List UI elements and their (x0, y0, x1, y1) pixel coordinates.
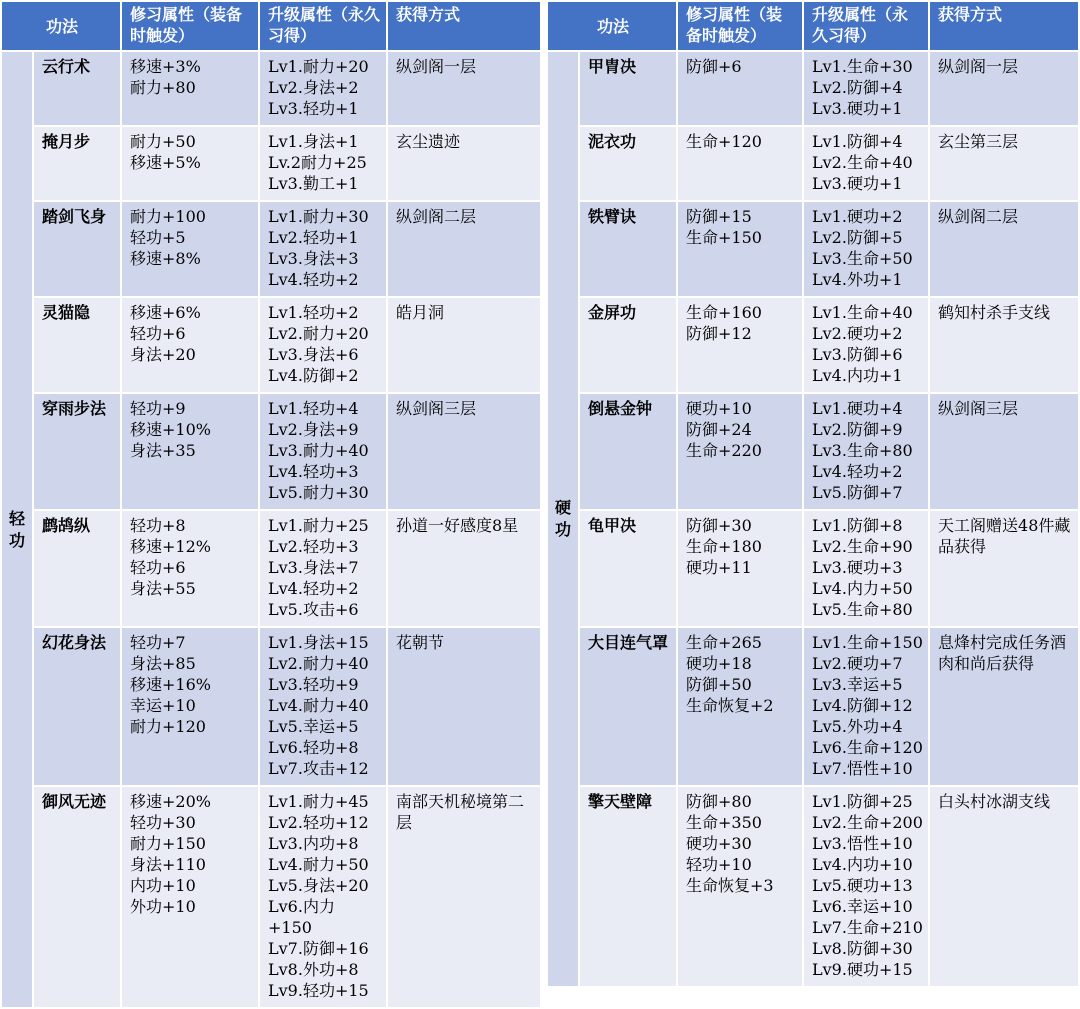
cell-source: 玄尘第三层 (930, 127, 1078, 200)
cell-source: 纵剑阁二层 (388, 202, 540, 296)
cell-name: 泥衣功 (580, 127, 676, 200)
cell-upgrade: Lv1.耐力+45 Lv2.轻功+12 Lv3.内功+8 Lv4.耐力+50 Lv5.身法+20 Lv6.内力 +150 Lv7.防御+16 Lv8.外功+8 Lv9.轻功+15 (260, 787, 386, 1007)
cell-name: 穿雨步法 (34, 394, 120, 509)
cell-name: 大目连气罩 (580, 628, 676, 785)
cell-source: 花朝节 (388, 628, 540, 785)
cell-source: 玄尘遗迹 (388, 127, 540, 200)
cell-equip: 防御+30 生命+180 硬功+11 (678, 511, 802, 626)
cell-equip: 移速+20% 轻功+30 耐力+150 身法+110 内功+10 外功+10 (122, 787, 258, 1007)
cell-source: 白头村冰湖支线 (930, 787, 1078, 986)
cell-name: 云行术 (34, 52, 120, 125)
table-row (2, 628, 540, 785)
table-row (2, 127, 540, 200)
table-row (548, 298, 1078, 392)
cell-upgrade: Lv1.身法+15 Lv2.耐力+40 Lv3.轻功+9 Lv4.耐力+40 Lv5.幸运+5 Lv6.轻功+8 Lv7.攻击+12 (260, 628, 386, 785)
cell-equip: 生命+120 (678, 127, 802, 200)
cell-upgrade: Lv1.硬功+2 Lv2.防御+5 Lv3.生命+50 Lv4.外功+1 (804, 202, 928, 296)
cell-source: 纵剑阁二层 (930, 202, 1078, 296)
cell-source: 纵剑阁一层 (388, 52, 540, 125)
cell-upgrade: Lv1.防御+4 Lv2.生命+40 Lv3.硬功+1 (804, 127, 928, 200)
cell-name: 御风无迹 (34, 787, 120, 1007)
cell-equip: 防御+6 (678, 52, 802, 125)
table-row (2, 394, 540, 509)
table-row (2, 202, 540, 296)
cell-source: 鹤知村杀手支线 (930, 298, 1078, 392)
hard-skill-table (546, 0, 1080, 988)
header-name: 功法 (548, 2, 676, 50)
header-equip: 修习属性（装备时触发） (122, 2, 258, 50)
table-row (2, 298, 540, 392)
cell-equip: 移速+6% 轻功+6 身法+20 (122, 298, 258, 392)
cell-equip: 生命+265 硬功+18 防御+50 生命恢复+2 (678, 628, 802, 785)
table-row (548, 511, 1078, 626)
cell-equip: 耐力+100 轻功+5 移速+8% (122, 202, 258, 296)
category-label: 硬 功 (548, 52, 578, 986)
cell-equip: 移速+3% 耐力+80 (122, 52, 258, 125)
cell-equip: 轻功+8 移速+12% 轻功+6 身法+55 (122, 511, 258, 626)
cell-equip: 生命+160 防御+12 (678, 298, 802, 392)
cell-source: 纵剑阁三层 (388, 394, 540, 509)
cell-equip: 耐力+50 移速+5% (122, 127, 258, 200)
header-upgrade: 升级属性（永久习得） (260, 2, 386, 50)
cell-source: 息烽村完成任务酒肉和尚后获得 (930, 628, 1078, 785)
cell-upgrade: Lv1.耐力+25 Lv2.轻功+3 Lv3.身法+7 Lv4.轻功+2 Lv5.攻击+6 (260, 511, 386, 626)
table-row (2, 511, 540, 626)
cell-upgrade: Lv1.耐力+30 Lv2.轻功+1 Lv3.身法+3 Lv4.轻功+2 (260, 202, 386, 296)
header-equip: 修习属性（装备时触发） (678, 2, 802, 50)
cell-name: 擎天壁障 (580, 787, 676, 986)
cell-source: 纵剑阁三层 (930, 394, 1078, 509)
table-header-row (548, 2, 1078, 50)
cell-name: 甲胄决 (580, 52, 676, 125)
cell-upgrade: Lv1.轻功+2 Lv2.耐力+20 Lv3.身法+6 Lv4.防御+2 (260, 298, 386, 392)
cell-source: 纵剑阁一层 (930, 52, 1078, 125)
cell-source: 南部天机秘境第二层 (388, 787, 540, 1007)
cell-name: 铁臂诀 (580, 202, 676, 296)
cell-name: 灵猫隐 (34, 298, 120, 392)
cell-name: 龟甲决 (580, 511, 676, 626)
table-row (548, 628, 1078, 785)
cell-upgrade: Lv1.防御+8 Lv2.生命+90 Lv3.硬功+3 Lv4.内力+50 Lv5.生命+80 (804, 511, 928, 626)
header-source: 获得方式 (930, 2, 1078, 50)
table-row (2, 52, 540, 125)
cell-upgrade: Lv1.生命+150 Lv2.硬功+7 Lv3.幸运+5 Lv4.防御+12 Lv5.外功+4 Lv6.生命+120 Lv7.悟性+10 (804, 628, 928, 785)
cell-upgrade: Lv1.轻功+4 Lv2.身法+9 Lv3.耐力+40 Lv4.轻功+3 Lv5.耐力+30 (260, 394, 386, 509)
cell-upgrade: Lv1.耐力+20 Lv2.身法+2 Lv3.轻功+1 (260, 52, 386, 125)
table-row (548, 127, 1078, 200)
cell-upgrade: Lv1.硬功+4 Lv2.防御+9 Lv3.生命+80 Lv4.轻功+2 Lv5.防御+7 (804, 394, 928, 509)
cell-name: 掩月步 (34, 127, 120, 200)
header-upgrade: 升级属性（永久习得） (804, 2, 928, 50)
table-row (548, 394, 1078, 509)
cell-name: 鹧鸪纵 (34, 511, 120, 626)
header-name: 功法 (2, 2, 120, 50)
cell-name: 踏剑飞身 (34, 202, 120, 296)
cell-equip: 防御+80 生命+350 硬功+30 轻功+10 生命恢复+3 (678, 787, 802, 986)
table-header-row (2, 2, 540, 50)
cell-equip: 防御+15 生命+150 (678, 202, 802, 296)
cell-source: 天工阁赠送48件藏品获得 (930, 511, 1078, 626)
cell-source: 皓月洞 (388, 298, 540, 392)
cell-name: 幻花身法 (34, 628, 120, 785)
cell-upgrade: Lv1.生命+30 Lv2.防御+4 Lv3.硬功+1 (804, 52, 928, 125)
table-row (548, 52, 1078, 125)
cell-equip: 硬功+10 防御+24 生命+220 (678, 394, 802, 509)
header-source: 获得方式 (388, 2, 540, 50)
cell-upgrade: Lv1.身法+1 Lv.2耐力+25 Lv3.勤工+1 (260, 127, 386, 200)
cell-upgrade: Lv1.生命+40 Lv2.硬功+2 Lv3.防御+6 Lv4.内功+1 (804, 298, 928, 392)
cell-name: 金屏功 (580, 298, 676, 392)
cell-upgrade: Lv1.防御+25 Lv2.生命+200 Lv3.悟性+10 Lv4.内功+10 Lv5.硬功+13 Lv6.幸运+10 Lv7.生命+210 Lv8.防御+30 Lv9.硬功+15 (804, 787, 928, 986)
table-row (2, 787, 540, 1007)
cell-equip: 轻功+7 身法+85 移速+16% 幸运+10 耐力+120 (122, 628, 258, 785)
cell-equip: 轻功+9 移速+10% 身法+35 (122, 394, 258, 509)
category-label: 轻 功 (2, 52, 32, 1007)
cell-source: 孙道一好感度8星 (388, 511, 540, 626)
cell-name: 倒悬金钟 (580, 394, 676, 509)
table-row (548, 202, 1078, 296)
table-row (548, 787, 1078, 986)
